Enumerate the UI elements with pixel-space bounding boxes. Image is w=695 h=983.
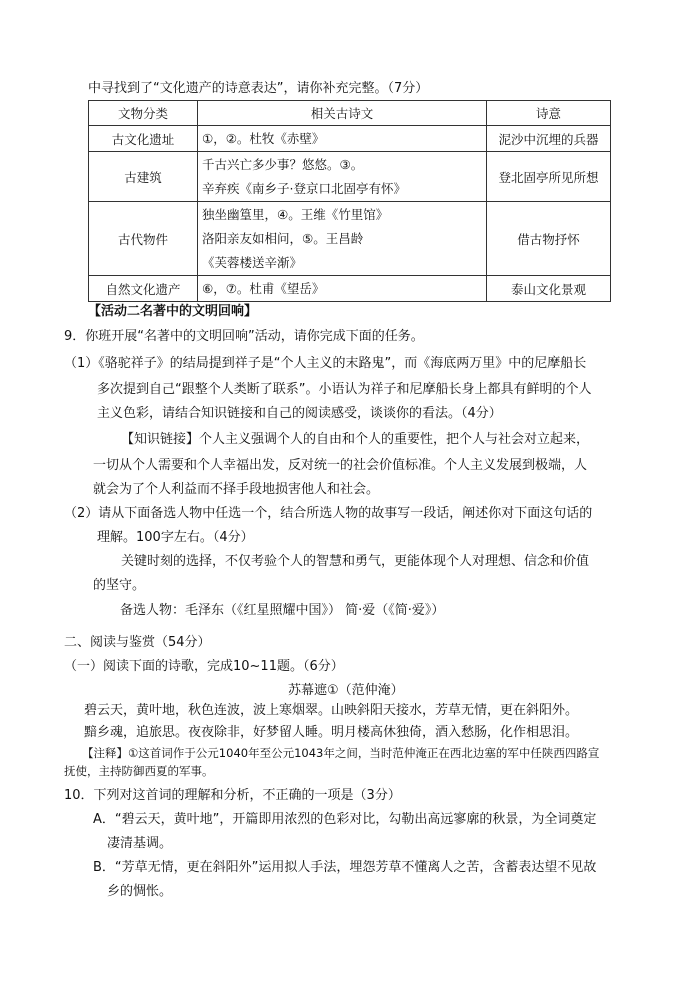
candidates-line: 备选人物：毛泽东（《红星照耀中国》） 简·爱（《简·爱》） [120, 603, 445, 618]
poem-line: ⑥，⑦。杜甫《望岳》 [202, 280, 325, 296]
activity-heading: 【活动二名著中的文明回响】 [88, 304, 258, 319]
relic-table [88, 100, 611, 302]
q9-part1-line: 多次提到自己“跟整个人类断了联系”。小语认为祥子和尼摩船长身上都具有鲜明的个人 [97, 382, 592, 397]
meaning-cell: 泰山文化景观 [487, 276, 611, 302]
column-header: 相关古诗文 [198, 101, 487, 126]
q9-part1-line: 主义色彩，请结合知识链接和自己的阅读感受，谈谈你的看法。（4分） [97, 406, 502, 421]
poem-cell [198, 126, 487, 152]
poem-cell [198, 276, 487, 302]
option-a-line: A．“碧云天，黄叶地”，开篇即用浓烈的色彩对比，勾勒出高远寥廓的秋景，为全词奠定 [93, 812, 597, 827]
option-b-line: 乡的惆怅。 [107, 884, 173, 899]
poem-line: 黯乡魂，追旅思。夜夜除非，好梦留人睡。明月楼高休独倚，酒入愁肠，化作相思泪。 [84, 725, 579, 740]
table-row [89, 126, 611, 152]
annotation-line: 抚使，主持防御西夏的军事。 [64, 764, 214, 778]
poem-line: ①，②。杜牧《赤壁》 [202, 130, 325, 146]
meaning-cell: 借古物抒怀 [487, 202, 611, 276]
table-row [89, 152, 611, 202]
quote-line: 关键时刻的选择，不仅考验个人的智慧和勇气，更能体现个人对理想、信念和价值 [121, 554, 590, 569]
poem-line: 辛弃疾《南乡子·登京口北固亭有怀》 [202, 180, 406, 196]
knowledge-link-line: 一切从个人需要和个人幸福出发，反对统一的社会价值标准。个人主义发展到极端，人 [93, 458, 588, 473]
meaning-cell: 登北固亭所见所想 [487, 152, 611, 202]
poem-line: 千古兴亡多少事？悠悠。③。 [202, 156, 364, 172]
poem-line: 洛阳亲友如相问，⑤。王昌龄 [202, 230, 364, 246]
option-a-line: 凄清基调。 [107, 836, 173, 851]
knowledge-link-line: 【知识链接】个人主义强调个人的自由和个人的重要性，把个人与社会对立起来， [121, 432, 590, 447]
category-cell: 古建筑 [89, 152, 198, 202]
intro-line: 中寻找到了“文化遗产的诗意表达”，请你补充完整。（7分） [88, 81, 429, 96]
question-10-stem: 10．下列对这首词的理解和分析，不正确的一项是（3分） [64, 788, 401, 803]
column-header: 文物分类 [89, 101, 198, 126]
table-row [89, 202, 611, 276]
meaning-cell: 泥沙中沉埋的兵器 [487, 126, 611, 152]
part-heading: （一）阅读下面的诗歌，完成10~11题。（6分） [64, 659, 344, 674]
question-9-stem: 9．你班开展“名著中的文明回响”活动，请你完成下面的任务。 [64, 329, 424, 344]
section-heading: 二、阅读与鉴赏（54分） [64, 635, 211, 650]
option-b-line: B．“芳草无情，更在斜阳外”运用拟人手法，埋怨芳草不懂离人之苦，含蓄表达望不见故 [93, 860, 597, 875]
knowledge-link-line: 就会为了个人利益而不择手段地损害他人和社会。 [93, 482, 380, 497]
poem-title: 苏幕遮①（范仲淹） [288, 683, 404, 698]
q9-part1-line: （1）《骆驼祥子》的结局提到祥子是“个人主义的末路鬼”，而《海底两万里》中的尼摩船长 [64, 356, 587, 371]
category-cell: 古文化遗址 [89, 126, 198, 152]
poem-line: 碧云天，黄叶地，秋色连波，波上寒烟翠。山映斜阳天接水，芳草无情，更在斜阳外。 [84, 703, 579, 718]
table-header-row [89, 101, 611, 126]
column-header: 诗意 [487, 101, 611, 126]
q9-part2-line: 理解。100字左右。（4分） [97, 530, 254, 545]
annotation-line: 【注释】①这首词作于公元1040年至公元1043年之间，当时范仲淹正在西北边塞的军中任陕西四路宣 [82, 746, 600, 760]
quote-line: 的坚守。 [93, 578, 146, 593]
q9-part2-line: （2）请从下面备选人物中任选一个，结合所选人物的故事写一段话，阐述你对下面这句话的 [64, 506, 593, 521]
poem-line: 《芙蓉楼送辛渐》 [202, 254, 303, 270]
table-row [89, 276, 611, 302]
category-cell: 古代物件 [89, 202, 198, 276]
poem-cell [198, 152, 487, 202]
category-cell: 自然文化遗产 [89, 276, 198, 302]
poem-line: 独坐幽篁里，④。王维《竹里馆》 [202, 206, 389, 222]
poem-cell [198, 202, 487, 276]
